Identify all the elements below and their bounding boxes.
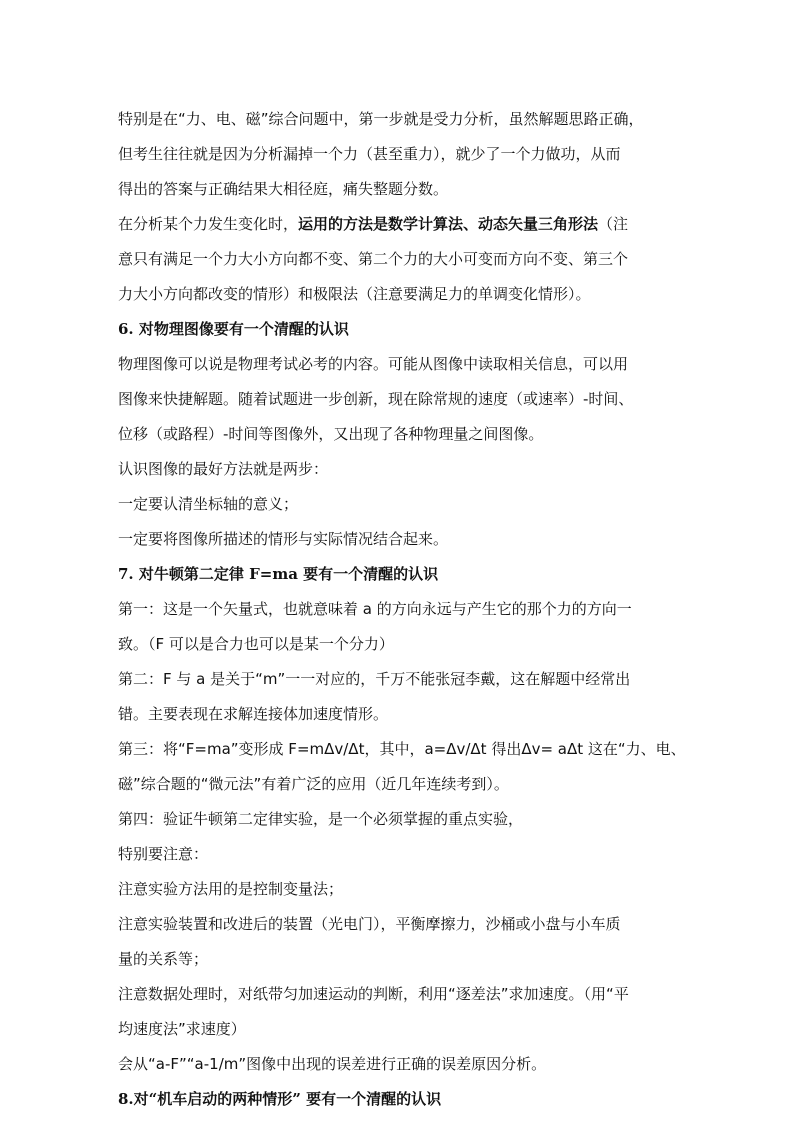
para-text: 致。（F 可以是合力也可以是某一个分力） <box>118 635 394 653</box>
para-text: 错。主要表现在求解连接体加速度情形。 <box>118 705 389 723</box>
para-text: 会从“a-F”“a-1/m”图像中出现的误差进行正确的误差原因分析。 <box>118 1055 547 1073</box>
para-text: 物理图像可以说是物理考试必考的内容。可能从图像中读取相关信息，可以用 <box>118 355 629 373</box>
para-text: 特别是在“力、电、磁”综合问题中，第一步就是受力分析，虽然解题思路正确， <box>118 110 644 128</box>
para-text: 第一：这是一个矢量式，也就意味着 a 的方向永远与产生它的那个力的方向一 <box>118 600 632 618</box>
para-text: 图像来快捷解题。随着试题进一步创新，现在除常规的速度（或速率）-时间、 <box>118 390 634 408</box>
para-text: 得出的答案与正确结果大相径庭，痛失整题分数。 <box>118 180 449 198</box>
para-text: 一定要认清坐标轴的意义； <box>118 495 299 513</box>
para-text-part: 在分析某个力发生变化时， <box>118 215 299 233</box>
para-text: 均速度法”求速度） <box>118 1020 246 1038</box>
para-text: 意只有满足一个力大小方向都不变、第二个力的大小可变而方向不变、第三个 <box>118 250 629 268</box>
para-text: 第三：将“F=ma”变形成 F=mΔv/Δt，其中，a=Δv/Δt 得出Δv= aΔt 这在“力、电、 <box>118 740 686 758</box>
para-text: 磁”综合题的“微元法”有着广泛的应用（近几年连续考到）。 <box>118 775 509 793</box>
para-text: 但考生往往就是因为分析漏掉一个力（甚至重力），就少了一个力做功，从而 <box>118 145 621 163</box>
document-page <box>118 107 688 1111</box>
para-text <box>118 212 688 236</box>
para-text: 认识图像的最好方法就是两步： <box>118 460 329 478</box>
method-emphasis: 运用的方法是数学计算法、动态矢量三角形法 <box>298 215 599 233</box>
para-text: 量的关系等； <box>118 950 209 968</box>
para-text-part: （注 <box>598 215 629 233</box>
para-text: 注意数据处理时，对纸带匀加速运动的判断，利用“逐差法”求加速度。（用“平 <box>118 985 629 1003</box>
para-text: 第四：验证牛顿第二定律实验，是一个必须掌握的重点实验， <box>118 810 524 828</box>
para-text: 特别要注意： <box>118 845 209 863</box>
para-text: 注意实验方法用的是控制变量法； <box>118 880 344 898</box>
para-text: 注意实验装置和改进后的装置（光电门），平衡摩擦力，沙桶或小盘与小车质 <box>118 915 621 933</box>
section-heading-8: 8.对“机车启动的两种情形” 要有一个清醒的认识 <box>118 1090 442 1108</box>
para-text: 第二：F 与 a 是关于“m”一一对应的，千万不能张冠李戴，这在解题中经常出 <box>118 670 631 688</box>
section-heading-6: 6. 对物理图像要有一个清醒的认识 <box>118 320 349 338</box>
para-text: 力大小方向都改变的情形）和极限法（注意要满足力的单调变化情形）。 <box>118 285 591 303</box>
para-text: 一定要将图像所描述的情形与实际情况结合起来。 <box>118 530 449 548</box>
section-heading-7: 7. 对牛顿第二定律 F=ma 要有一个清醒的认识 <box>118 565 439 583</box>
para-text: 位移（或路程）-时间等图像外，又出现了各种物理量之间图像。 <box>118 425 544 443</box>
